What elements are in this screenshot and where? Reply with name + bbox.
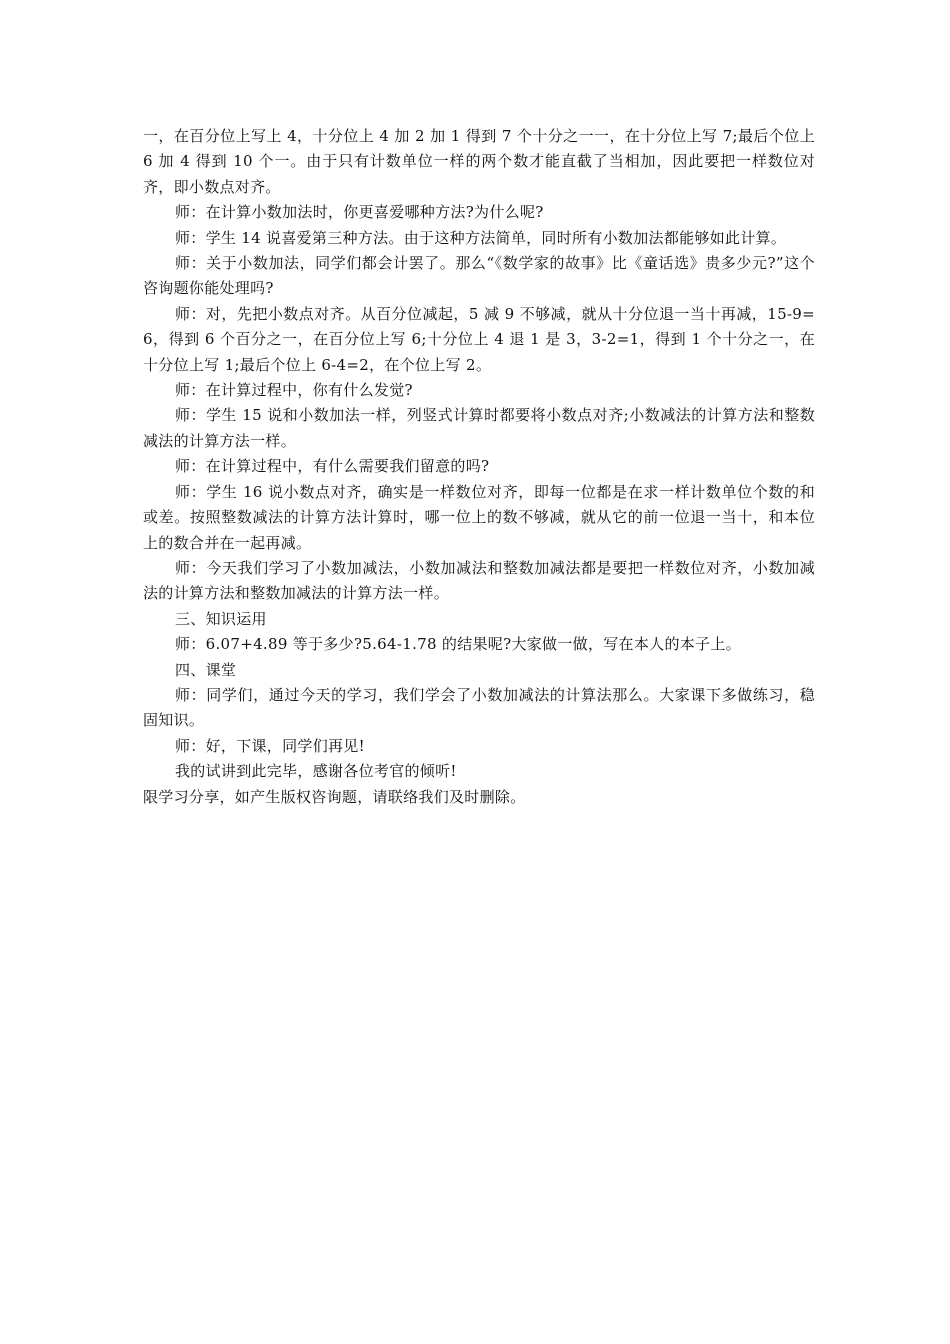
paragraph: 师：好，下课，同学们再见!: [175, 736, 365, 755]
paragraph: 师：在计算过程中，有什么需要我们留意的吗?: [175, 457, 490, 476]
paragraph: 一，在百分位上写上 4，十分位上 4 加 2 加 1 得到 7 个十分之一一，在十分位上写 7;最后个位上 6 加 4 得到 10 个一。由于只有计数单位一样的两个数才能直截了当相加，因此要把一样数位对齐，即小数点对齐。: [143, 127, 815, 196]
paragraph: 师：关于小数加法，同学们都会计罢了。那么“《数学家的故事》比《童话选》贵多少元?”这个咨询题你能处理吗?: [143, 254, 815, 298]
document-body: [143, 124, 815, 810]
section-heading: 三、知识运用: [175, 609, 267, 628]
paragraph: 师：同学们，通过今天的学习，我们学会了小数加减法的计算法那么。大家课下多做练习，稳固知识。: [143, 685, 815, 730]
paragraph: 师：学生 15 说和小数加法一样，列竖式计算时都要将小数点对齐;小数减法的计算方法和整数减法的计算方法一样。: [143, 406, 815, 450]
paragraph: 师：在计算过程中，你有什么发觉?: [175, 381, 413, 400]
paragraph: 师：6.07+4.89 等于多少?5.64-1.78 的结果呢?大家做一做，写在本人的本子上。: [175, 635, 741, 654]
section-heading: 四、课堂: [175, 660, 237, 679]
paragraph: 师：对，先把小数点对齐。从百分位减起，5 减 9 不够减，就从十分位退一当十再减，15-9=6，得到 6 个百分之一，在百分位上写 6;十分位上 4 退 1 是 3，3-2=1，得到 1 个十分之一，在十分位上写 1;最后个位上 6-4=2，在个位上写 2。: [143, 304, 815, 374]
paragraph: 师：学生 16 说小数点对齐，确实是一样数位对齐，即每一位都是在求一样计数单位个数的和或差。按照整数减法的计算方法计算时，哪一位上的数不够减，就从它的前一位退一当十，和本位上的数合并在一起再减。: [143, 482, 815, 552]
paragraph: 师：学生 14 说喜爱第三种方法。由于这种方法简单，同时所有小数加法都能够如此计算。: [175, 228, 787, 247]
paragraph: 师：今天我们学习了小数加减法，小数加减法和整数加减法都是要把一样数位对齐，小数加减法的计算方法和整数加减法的计算方法一样。: [143, 558, 815, 603]
copyright-note: 限学习分享，如产生版权咨询题，请联络我们及时删除。: [143, 787, 526, 806]
paragraph: 师：在计算小数加法时，你更喜爱哪种方法?为什么呢?: [175, 203, 544, 222]
paragraph: 我的试讲到此完毕，感谢各位考官的倾听!: [175, 762, 457, 781]
